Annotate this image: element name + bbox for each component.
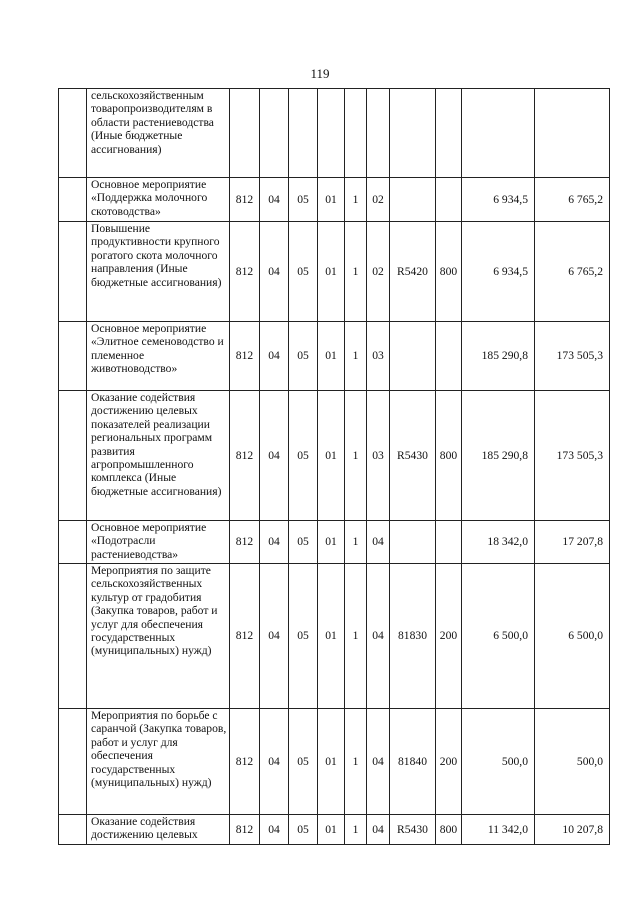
cell-name: сельскохозяйственным товаропроизводителям в области растениеводства (Иные бюджетные ассигнования) xyxy=(87,89,230,178)
cell-vr: 800 xyxy=(436,222,462,322)
cell-vr xyxy=(436,322,462,391)
cell-empty xyxy=(59,391,87,521)
cell-sum2: 173 505,3 xyxy=(535,322,610,391)
table-row xyxy=(59,709,610,815)
cell-empty xyxy=(59,178,87,222)
cell-pr: 05 xyxy=(289,815,318,845)
cell-ved: 812 xyxy=(230,521,260,564)
cell-ved: 812 xyxy=(230,709,260,815)
cell-cs3: 02 xyxy=(367,222,390,322)
cell-ved xyxy=(230,89,260,178)
cell-sum2: 10 207,8 xyxy=(535,815,610,845)
cell-name: Основное мероприятие «Поддержка молочного скотоводства» xyxy=(87,178,230,222)
cell-cs1: 01 xyxy=(318,521,345,564)
table-row xyxy=(59,815,610,845)
cell-rz: 04 xyxy=(260,222,289,322)
table-row xyxy=(59,322,610,391)
cell-rz: 04 xyxy=(260,391,289,521)
cell-name: Мероприятия по защите сельскохозяйственных культур от градобития (Закупка товаров, работ и услуг для обеспечения государственных (муниципальных) нужд) xyxy=(87,564,230,709)
cell-cs2: 1 xyxy=(345,521,367,564)
cell-pr: 05 xyxy=(289,322,318,391)
cell-cs1: 01 xyxy=(318,564,345,709)
cell-cs1: 01 xyxy=(318,178,345,222)
cell-name: Повышение продуктивности крупного рогатого скота молочного направления (Иные бюджетные ассигнования) xyxy=(87,222,230,322)
table-row xyxy=(59,564,610,709)
cell-empty xyxy=(59,322,87,391)
cell-ved: 812 xyxy=(230,322,260,391)
cell-cs3: 04 xyxy=(367,815,390,845)
cell-cs3: 04 xyxy=(367,564,390,709)
cell-cs2: 1 xyxy=(345,815,367,845)
cell-cs4 xyxy=(390,178,436,222)
cell-rz: 04 xyxy=(260,564,289,709)
cell-rz: 04 xyxy=(260,709,289,815)
cell-pr: 05 xyxy=(289,391,318,521)
cell-cs1: 01 xyxy=(318,322,345,391)
cell-cs3: 04 xyxy=(367,709,390,815)
cell-sum2: 500,0 xyxy=(535,709,610,815)
cell-empty xyxy=(59,564,87,709)
cell-cs2: 1 xyxy=(345,391,367,521)
cell-cs4: 81830 xyxy=(390,564,436,709)
cell-cs2: 1 xyxy=(345,322,367,391)
table-row xyxy=(59,222,610,322)
cell-pr: 05 xyxy=(289,564,318,709)
cell-cs3: 02 xyxy=(367,178,390,222)
cell-cs4: R5430 xyxy=(390,391,436,521)
cell-name: Основное мероприятие «Элитное семеноводство и племенное животноводство» xyxy=(87,322,230,391)
cell-cs4: 81840 xyxy=(390,709,436,815)
table-row xyxy=(59,178,610,222)
cell-pr: 05 xyxy=(289,521,318,564)
cell-sum2: 173 505,3 xyxy=(535,391,610,521)
budget-table xyxy=(58,88,610,845)
cell-ved: 812 xyxy=(230,178,260,222)
cell-cs1: 01 xyxy=(318,709,345,815)
cell-rz xyxy=(260,89,289,178)
cell-cs2 xyxy=(345,89,367,178)
cell-ved: 812 xyxy=(230,564,260,709)
cell-empty xyxy=(59,709,87,815)
cell-vr xyxy=(436,89,462,178)
cell-vr: 800 xyxy=(436,391,462,521)
table-row xyxy=(59,89,610,178)
cell-sum1: 11 342,0 xyxy=(462,815,535,845)
cell-vr: 800 xyxy=(436,815,462,845)
cell-sum1: 185 290,8 xyxy=(462,391,535,521)
cell-sum1: 500,0 xyxy=(462,709,535,815)
cell-empty xyxy=(59,89,87,178)
cell-name: Оказание содействия достижению целевых xyxy=(87,815,230,845)
cell-cs1: 01 xyxy=(318,391,345,521)
cell-cs3: 03 xyxy=(367,322,390,391)
cell-vr xyxy=(436,521,462,564)
cell-cs4 xyxy=(390,521,436,564)
cell-vr: 200 xyxy=(436,564,462,709)
cell-cs4 xyxy=(390,89,436,178)
cell-cs3: 03 xyxy=(367,391,390,521)
cell-sum1: 18 342,0 xyxy=(462,521,535,564)
cell-pr: 05 xyxy=(289,178,318,222)
cell-pr xyxy=(289,89,318,178)
cell-cs1 xyxy=(318,89,345,178)
cell-cs2: 1 xyxy=(345,709,367,815)
cell-rz: 04 xyxy=(260,521,289,564)
cell-cs1: 01 xyxy=(318,222,345,322)
cell-cs4: R5420 xyxy=(390,222,436,322)
cell-ved: 812 xyxy=(230,222,260,322)
table-row xyxy=(59,521,610,564)
cell-pr: 05 xyxy=(289,222,318,322)
cell-sum1: 185 290,8 xyxy=(462,322,535,391)
cell-sum1 xyxy=(462,89,535,178)
cell-rz: 04 xyxy=(260,815,289,845)
cell-name: Мероприятия по борьбе с саранчой (Закупка товаров, работ и услуг для обеспечения государственных (муниципальных) нужд) xyxy=(87,709,230,815)
cell-name: Основное мероприятие «Подотрасли растениеводства» xyxy=(87,521,230,564)
cell-sum1: 6 934,5 xyxy=(462,222,535,322)
cell-sum2 xyxy=(535,89,610,178)
cell-rz: 04 xyxy=(260,322,289,391)
cell-cs2: 1 xyxy=(345,222,367,322)
cell-cs4 xyxy=(390,322,436,391)
cell-rz: 04 xyxy=(260,178,289,222)
cell-cs1: 01 xyxy=(318,815,345,845)
cell-empty xyxy=(59,815,87,845)
cell-sum2: 6 765,2 xyxy=(535,222,610,322)
cell-vr xyxy=(436,178,462,222)
cell-cs3: 04 xyxy=(367,521,390,564)
cell-ved: 812 xyxy=(230,815,260,845)
cell-sum2: 6 765,2 xyxy=(535,178,610,222)
cell-name: Оказание содействия достижению целевых показателей реализации региональных программ развития агропромышленного комплекса (Иные бюджетные ассигнования) xyxy=(87,391,230,521)
cell-sum2: 17 207,8 xyxy=(535,521,610,564)
cell-cs3 xyxy=(367,89,390,178)
cell-sum1: 6 934,5 xyxy=(462,178,535,222)
cell-vr: 200 xyxy=(436,709,462,815)
cell-cs2: 1 xyxy=(345,564,367,709)
cell-empty xyxy=(59,521,87,564)
cell-cs2: 1 xyxy=(345,178,367,222)
cell-empty xyxy=(59,222,87,322)
cell-pr: 05 xyxy=(289,709,318,815)
cell-sum2: 6 500,0 xyxy=(535,564,610,709)
cell-ved: 812 xyxy=(230,391,260,521)
cell-cs4: R5430 xyxy=(390,815,436,845)
cell-sum1: 6 500,0 xyxy=(462,564,535,709)
table-row xyxy=(59,391,610,521)
page-number: 119 xyxy=(310,66,330,81)
